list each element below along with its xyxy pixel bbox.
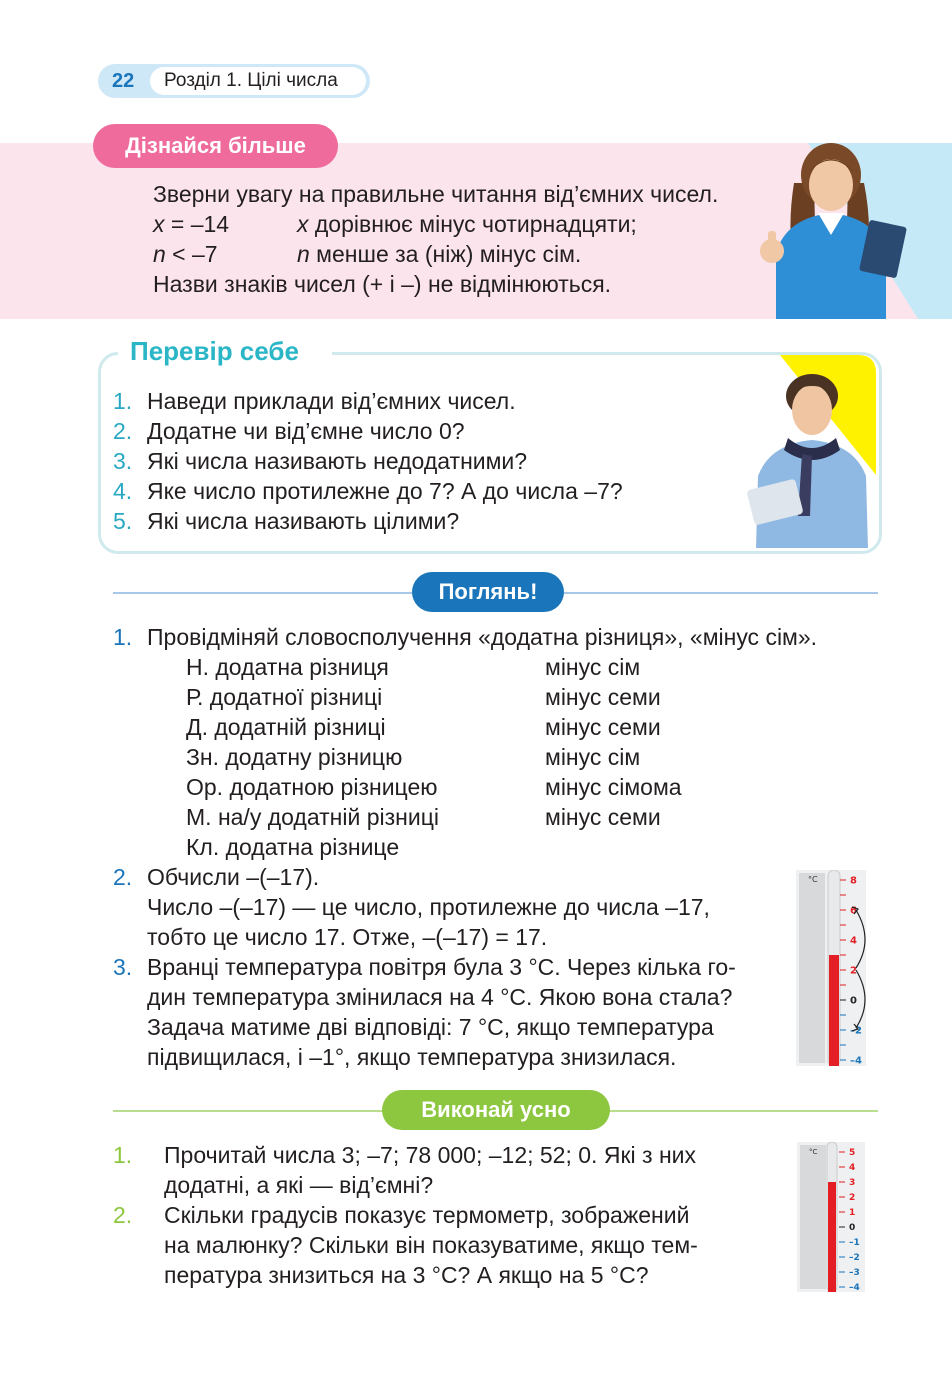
declension-right: мінус семи bbox=[545, 714, 661, 740]
thermometer-label: 2 bbox=[849, 1193, 856, 1204]
list-item-number: 1. bbox=[113, 1142, 133, 1168]
learn-more-line: Назви знаків чисел (+ і –) не відмінюються. bbox=[153, 271, 612, 297]
thermometer-icon bbox=[797, 1142, 867, 1292]
thermometer-label: 5 bbox=[849, 1148, 856, 1159]
example-reading: n менше за (ніж) мінус сім. bbox=[297, 241, 582, 267]
task-text: Скільки градусів показує термометр, зображений bbox=[164, 1202, 690, 1228]
list-item: 1. bbox=[113, 388, 133, 414]
list-item-number: 1. bbox=[113, 624, 133, 650]
task-text: підвищилася, і –1°, якщо температура знизилася. bbox=[147, 1044, 677, 1070]
task-text: Провідміняй словосполучення «додатна різниця», «мінус сім». bbox=[147, 624, 818, 650]
task-text: на малюнку? Скільки він показуватиме, якщо тем- bbox=[164, 1232, 698, 1258]
declension-right: мінус сім bbox=[545, 654, 641, 680]
boy-with-tablet-illustration bbox=[746, 366, 878, 548]
task-text: додатні, а які — від’ємні? bbox=[164, 1172, 434, 1198]
thermometer-label: 0 bbox=[849, 1223, 856, 1234]
declension-left: Кл. додатна різнице bbox=[186, 834, 400, 860]
thermometer-label: –3 bbox=[849, 1268, 860, 1279]
task-text: дин температура змінилася на 4 °С. Якою вона стала? bbox=[147, 984, 733, 1010]
question-text: Які числа називають недодатними? bbox=[147, 448, 528, 474]
task-text: пература знизиться на 3 °С? А якщо на 5 °С? bbox=[164, 1262, 649, 1288]
declension-left: Н. додатна різниця bbox=[186, 654, 389, 680]
thermometer-unit: °C bbox=[808, 875, 818, 884]
list-item: 4. bbox=[113, 478, 133, 504]
example-reading: x дорівнює мінус чотирнадцяти; bbox=[297, 211, 637, 237]
example-expression: n < –7 bbox=[153, 241, 218, 267]
list-item-number: 2. bbox=[113, 864, 133, 890]
declension-left: М. на/у додатній різниці bbox=[186, 804, 439, 830]
section-title: Розділ 1. Цілі числа bbox=[150, 67, 366, 95]
thermometer-label: 4 bbox=[849, 1163, 856, 1174]
question-text: Яке число протилежне до 7? А до числа –7? bbox=[147, 478, 623, 504]
thermometer-unit: °C bbox=[809, 1148, 818, 1156]
declension-left: Зн. додатну різницю bbox=[186, 744, 403, 770]
declension-left: Ор. додатною різницею bbox=[186, 774, 438, 800]
thermometer-label: 1 bbox=[849, 1208, 856, 1219]
oral-badge: Виконай усно bbox=[382, 1090, 610, 1130]
thermometer-label: –1 bbox=[849, 1238, 860, 1249]
thermometer-label: –2 bbox=[850, 1025, 862, 1037]
thermometer-label: 0 bbox=[850, 995, 857, 1007]
thermometer-label: 3 bbox=[849, 1178, 856, 1189]
thermometer-label: –2 bbox=[849, 1253, 860, 1264]
declension-left: Д. додатній різниці bbox=[186, 714, 386, 740]
task-text: Число –(–17) — це число, протилежне до числа –17, bbox=[147, 894, 710, 920]
learn-more-badge: Дізнайся більше bbox=[93, 124, 338, 168]
thermometer-label: –4 bbox=[850, 1055, 862, 1066]
task-text: Обчисли –(–17). bbox=[147, 864, 320, 890]
task-text: Прочитай числа 3; –7; 78 000; –12; 52; 0. Які з них bbox=[164, 1142, 696, 1168]
question-text: Наведи приклади від’ємних чисел. bbox=[147, 388, 516, 414]
declension-right: мінус семи bbox=[545, 804, 661, 830]
declension-right: мінус семи bbox=[545, 684, 661, 710]
look-badge: Поглянь! bbox=[412, 572, 564, 612]
page-number: 22 bbox=[112, 70, 135, 92]
declension-right: мінус сімома bbox=[545, 774, 682, 800]
declension-left: Р. додатної різниці bbox=[186, 684, 383, 710]
thermometer-label: 8 bbox=[850, 875, 857, 887]
declension-right: мінус сім bbox=[545, 744, 641, 770]
list-item: 5. bbox=[113, 508, 133, 534]
task-text: тобто це число 17. Отже, –(–17) = 17. bbox=[147, 924, 548, 950]
thermometer-icon bbox=[796, 870, 868, 1066]
example-expression: x = –14 bbox=[153, 211, 230, 237]
thermometer-label: –4 bbox=[849, 1283, 860, 1292]
learn-more-line: Зверни увагу на правильне читання від’ємних чисел. bbox=[153, 181, 719, 207]
task-text: Задача матиме дві відповіді: 7 °С, якщо температура bbox=[147, 1014, 714, 1040]
list-item-number: 3. bbox=[113, 954, 133, 980]
list-item: 2. bbox=[113, 418, 133, 444]
question-text: Додатне чи від’ємне число 0? bbox=[147, 418, 465, 444]
girl-with-book-illustration bbox=[756, 143, 916, 319]
list-item: 3. bbox=[113, 448, 133, 474]
thermometer-label: 6 bbox=[850, 905, 857, 917]
check-yourself-title: Перевір себе bbox=[130, 336, 299, 366]
list-item-number: 2. bbox=[113, 1202, 133, 1228]
thermometer-label: 2 bbox=[850, 965, 857, 977]
question-text: Які числа називають цілими? bbox=[147, 508, 460, 534]
thermometer-label: 4 bbox=[850, 935, 857, 947]
task-text: Вранці температура повітря була 3 °С. Через кілька го- bbox=[147, 954, 736, 980]
